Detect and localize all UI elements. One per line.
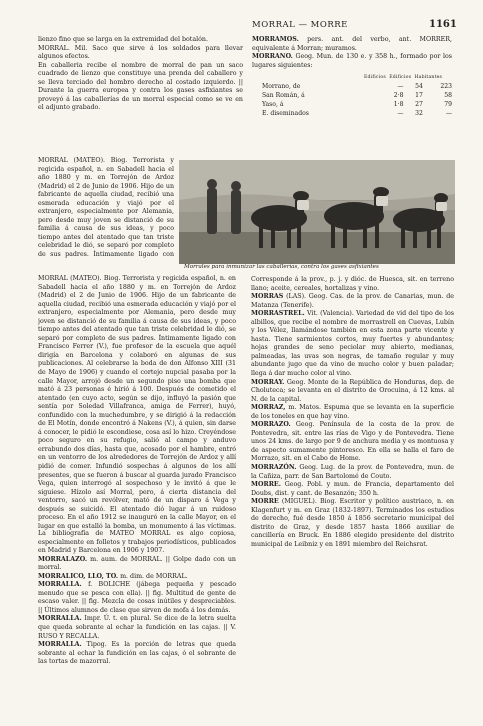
value-cell: 2·8 — [393, 92, 404, 99]
entry — [251, 421, 454, 464]
right-column-lower — [251, 276, 454, 550]
table-row — [262, 91, 452, 100]
value-cell: 58 — [444, 92, 452, 99]
value-cell: 32 — [415, 110, 423, 117]
value-cell: 79 — [444, 101, 452, 108]
paragraph: lienzo fino que se larga en la extremidad del botalón. — [38, 36, 208, 43]
entry-text: Geog. Pobl. y mun. de Francia, departamento del Doubs, dist. y cant. de Besanzón; 350 h. — [251, 481, 454, 497]
entry-lemma: MORRAS — [251, 293, 284, 301]
entry-text: Geog. Península de la costa de la prov. de Pontevedra, sit. entre las rías de Vigo y de Pontevedra. Tiene unos 24 kms. de largo por 9 de anchura media y es montuosa y de aspecto sumamente pintoresco. En ella se halla el faro de Morrazo, sit. en el Cabo de Home. — [251, 421, 454, 463]
entry-text: Vit. (Valencia). Variedad de vid del tipo de los albillos, que recibe el nombre de morrastrell en Cuevas, Lubín y los Vélez, llamándose también en esta zona parte vicente y hasta. Tiene sarmientos cortos, muy fuertes y abundantes; hojas grandes de seno peciolar muy abierto, medianas, palmeadas, las uvas son negras, de tamaño regular y muy abundante jugo que da vino de mucho color y buen paladar; llega á dar mucho color al vino. — [251, 310, 454, 378]
entry-lemma: MORRALICO, LLO, TO. — [38, 572, 119, 580]
entry-lemma: MORRAZO. — [251, 421, 291, 429]
photo-illustration — [179, 160, 455, 264]
entry — [251, 464, 454, 481]
left-column-lower — [38, 275, 236, 667]
entry-text: f. BOLICHE (jábega pequeña y pescado menudo que se pesca con ella). || fig. Multitud de gente de escaso valer. || fig. Mezcla de cosas inútiles y despreciables. || Últimos alumnos de clase que sirven de mofa á los demás. — [38, 581, 236, 614]
paragraph: MORRAL (MATEO). Biog. Terrorista y regicida español, n. en Sabadell hacia el año 1880 y m. en Torrejón de Ardoz (Madrid) el 2 de Junio de 1906. Hijo de un fabricante de aquella ciudad, recibió una esmerada educación y viajó por el extranjero, especialmente por Alemania, pero desde muy joven se distanció de su familia á causa de sus ideas, y poco tiempo antes del atentado que tan triste celebridad le dió, se separó por completo de sus padres. Íntimamente ligado con — [38, 157, 174, 259]
entry — [38, 581, 236, 615]
photo-caption: Morrales para inmunizar las caballerías, contra los gases asfixiantes — [184, 264, 379, 270]
value-cell: 54 — [415, 83, 423, 90]
entry — [38, 615, 236, 641]
value-cell: 1·8 — [393, 101, 404, 108]
entry-lemma: MORRAZÓN. — [251, 464, 297, 472]
entry — [38, 641, 236, 667]
value-cell: — — [445, 110, 452, 117]
entry-lemma: MORRALLA. — [38, 641, 82, 649]
paragraph: MORRAL (MATEO). Biog. Terrorista y regicida español, n. en Sabadell hacia el año 1880 y m. en Torrejón de Ardoz (Madrid) el 2 de Junio de 1906. Hijo de un fabricante de aquella ciudad, recibió una esmerada educación y viajó por el extranjero, especialmente por Alemania, pero desde muy joven se distanció de su familia á causa de sus ideas, y poco tiempo antes del atentado que tan triste celebridad le dió, se separó por completo de sus padres. Íntimamente ligado con Francisco Ferrer (V.), fue profesor de la escuela que aquél dirigía en Barcelona y colaboró en algunas de sus publicaciones. Al celebrarse la boda de don Alfonso XIII (31 de Mayo de 1906) y cuando el cortejo nupcial pasaba por la calle Mayor, arrojó desde un segundo piso una bomba que mató á 23 personas é hirió á 100. Después de cometido el atentado (en cuyo acto, según se dijo, influyó la pasión que sentía por Soledad Villafranca, amiga de Ferrer), huyó, confundido con la muchedumbre, y se dirigió á la redacción de El Motín, donde encontró á Nakens (V.), á quien, sin darse á conocer, le pidió le escondiese, cosa así lo hizo. Creyéndose poco seguro en su refugio, salió al campo y anduvo errabundo dos días, hasta que, acosado por el hambre, entró en un ventorro de los alrededores de Torrejón de Ardoz y allí pidió de comer. Infundió sospechas á algunos de los allí presentes, que se fueron á buscar al guarda jurado Francisco Vega, quien interrogó al sospechoso y le invitó á que le siguiese. Hízolo así Morral, pero, á cierta distancia del ventorro, sacó un revólver, mató de un disparo á Vega y después se suicidó. El atentado dió lugar á un ruidoso proceso. En el año 1912 se inauguró en la calle Mayor, en el lugar en que estalló la bomba, un monumento á las víctimas. — [38, 275, 236, 530]
entry — [251, 379, 454, 405]
soldiers-horses-photo — [179, 160, 455, 264]
paragraph: MORRAL. Mil. Saco que sirve á los soldados para llevar algunos efectos. — [38, 44, 243, 61]
right-column-top — [252, 36, 452, 70]
place-cell: Morrano, de — [262, 83, 301, 90]
stats-header — [364, 75, 442, 80]
entry-lemma: MORRAY. — [251, 378, 285, 386]
entry — [38, 556, 236, 573]
entry-text: (MIGUEL). Biog. Escritor y político austriaco, n. en Klagenfurt y m. en Graz (1832-1897). Terminados los estudios de derecho, fué desde 1850 á 1856 secretario municipal del distrito de Graz, y desde 1857 hasta 1866 auxiliar de cancillería en Bruck. En 1886 elegido presidente del distrito municipal de Leibniz y en 1891 miembro del Reichsrat. — [251, 498, 454, 548]
left-column-top — [38, 36, 243, 128]
entry — [251, 310, 454, 378]
entry-lemma: MORRAZ, — [251, 404, 286, 412]
entry — [252, 53, 452, 70]
value-cell: — — [397, 110, 404, 117]
entry — [252, 36, 452, 53]
entry — [38, 573, 236, 582]
value-cell: — — [397, 83, 404, 90]
value-cell: 17 — [415, 92, 423, 99]
entry — [251, 498, 454, 549]
value-cell: 223 — [440, 83, 452, 90]
table-row — [262, 82, 452, 91]
page-number: 1161 — [429, 19, 457, 30]
paragraph: La bibliografía de MATEO MORRAL es algo copiosa, especialmente en folletos y trabajos periodísticos, publicados en Madrid y Barcelona en 1906 y 1907. — [38, 530, 236, 555]
entry — [251, 276, 454, 293]
entry-lemma: MORRE. — [251, 481, 281, 489]
entry-text: Geog. Lug. de la prov. de Pontevedra, mun. de la Cañiza, parr. de San Bartolomé de Couto. — [251, 464, 454, 480]
stats-col-header: Edificios — [389, 75, 412, 80]
entry-text: Geog. Monte de la República de Honduras, dep. de Choluteca; se levanta en el distrito de Orocuina, á 12 kms. al N. de la capital. — [251, 378, 454, 403]
place-cell: San Román, á — [262, 92, 305, 99]
entry-lemma: MORRALAZO. — [38, 555, 88, 563]
entry-text: Impr. Ú. t. en plural. Se dice de la letra suelta que queda sobrante al echar la fundición en las cajas. || V. RUSO Y RECALLA. — [38, 615, 236, 640]
stats-col-header: Edificios — [364, 75, 386, 80]
entry-text: Geog. Mun. de 130 e. y 358 h., formado por los lugares siguientes: — [252, 53, 452, 69]
place-cell: E. diseminados — [262, 110, 309, 117]
entry-lemma: MORRASTREL. — [251, 310, 305, 318]
entry-lemma: MORRALLA. — [38, 581, 82, 589]
entry-text: m. aum. de MORRAL. || Golpe dado con un morral. — [38, 555, 236, 572]
entry — [251, 404, 454, 421]
place-cell: Yaso, á — [262, 101, 284, 108]
table-row — [262, 109, 452, 118]
stats-col-header: Habitantes — [414, 75, 443, 80]
entry-text: m. dim. de MORRAL. — [120, 572, 188, 580]
paragraph: En caballería recibe el nombre de morral de pan un saco cuadrado de lienzo que constituye una prenda del caballero y se lleva terciado del hombro derecho al costado izquierdo. || Durante la guerra europea y contra los gases asfixiantes se proveyó á las caballerías de un morral especial como se ve en el adjunto grabado. — [38, 61, 243, 112]
entry-lemma: MORRALLA. — [38, 615, 82, 623]
entry-text: Corresponde á la prov., p. j. y dióc. de Huesca, sit. en terreno llano; aceite, cereales, hortalizas y vino. — [251, 276, 454, 292]
entry-text: (LAS). Geog. Cas. de la prov. de Canarias, mun. de Matanza (Tenerife). — [251, 293, 454, 309]
population-table — [262, 82, 452, 118]
value-cell: 27 — [415, 101, 423, 108]
left-column-wrap — [38, 157, 174, 259]
page-header — [0, 20, 483, 34]
entry-lemma: MORRAMOS. — [252, 36, 299, 43]
entry-lemma: MORRANO. — [252, 53, 293, 61]
entry-text: m. Matos. Espuma que se levanta en la superficie de los toneles en que hay vino. — [251, 404, 454, 420]
running-head: MORRAL — MORRE — [252, 20, 348, 30]
entry — [251, 293, 454, 310]
entry-lemma: MORRE — [251, 498, 279, 506]
entry-text: Tipog. Es la porción de letras que queda sobrante al echar la fundición en las cajas, ó el sobrante de las tortas de mazorral. — [38, 641, 236, 666]
entry-text: pers. ant. del verbo, ant. MORRER, equivalente á Morran; muramos. — [252, 36, 452, 52]
entry — [251, 481, 454, 498]
table-row — [262, 100, 452, 109]
